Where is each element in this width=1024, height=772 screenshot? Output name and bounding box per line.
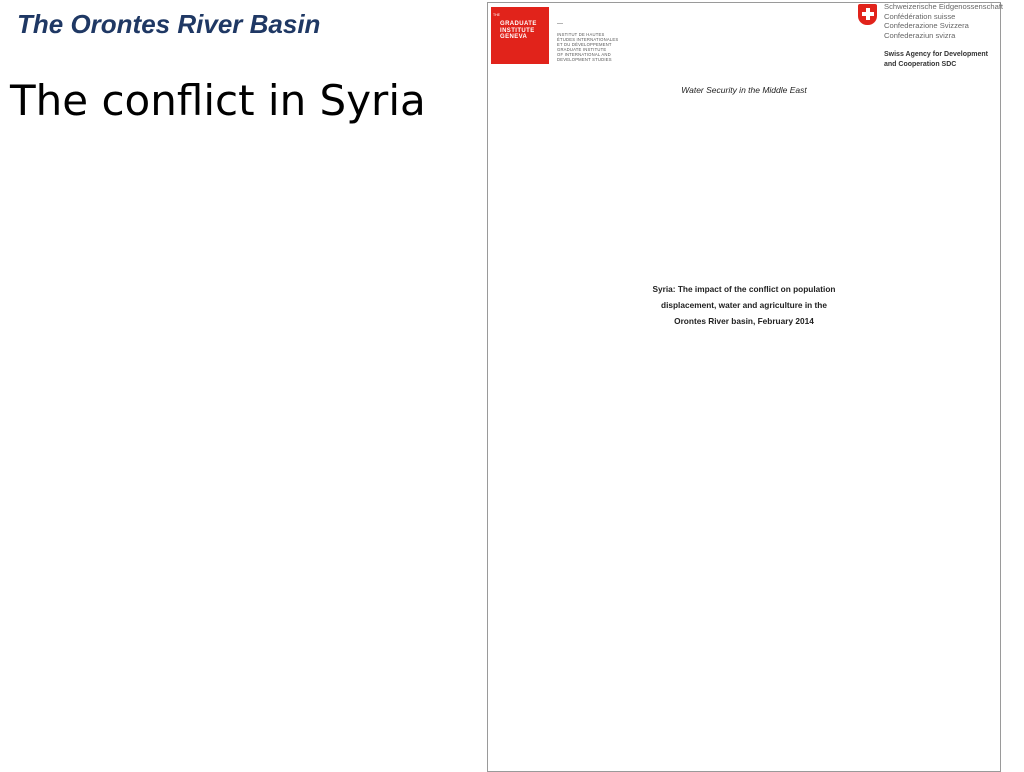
swiss-name-rm: Confederaziun svizra [884,30,956,40]
english-line-1: GRADUATE INSTITUTE [557,47,607,52]
english-line-2: OF INTERNATIONAL AND [557,51,611,57]
doc-title-line-1: Syria: The impact of the conflict on population [652,284,836,294]
swiss-name-it: Confederazione Svizzera [884,21,969,30]
logo-dash: — [557,21,563,27]
doc-title-line-2: displacement, water and agriculture in the [661,300,827,310]
logo-text: GRADUATE INSTITUTE GENEVA [500,21,537,40]
institute-french-name [557,33,618,47]
swiss-name-fr: Confédération suisse [884,11,956,21]
swiss-cross-horizontal [862,12,874,16]
sdc-agency-name [884,50,988,69]
institute-english-name [557,48,612,62]
french-line-3: ET DU DÉVELOPPEMENT [557,41,612,47]
document-page [487,2,1004,772]
graduate-institute-logo [491,7,549,64]
doc-title-line-3: Orontes River basin, February 2014 [674,316,814,326]
french-line-2: ÉTUDES INTERNATIONALES [557,36,619,42]
agency-line-1: Swiss Agency for Development [884,51,988,58]
logo-the-label: THE [493,13,500,17]
slide-header: The Orontes River Basin [17,9,321,39]
swiss-name-de: Schweizerische Eidgenossenschaft [884,2,1004,11]
document-series: Water Security in the Middle East [681,85,807,95]
document-title [624,281,864,329]
french-line-1: INSTITUT DE HAUTES [557,32,605,37]
english-line-3: DEVELOPMENT STUDIES [557,56,612,62]
slide-title: The conflict in Syria [10,76,426,125]
swiss-shield-icon [858,4,877,25]
agency-line-2: and Cooperation SDC [884,60,957,68]
swiss-confederation-names [884,2,1003,40]
